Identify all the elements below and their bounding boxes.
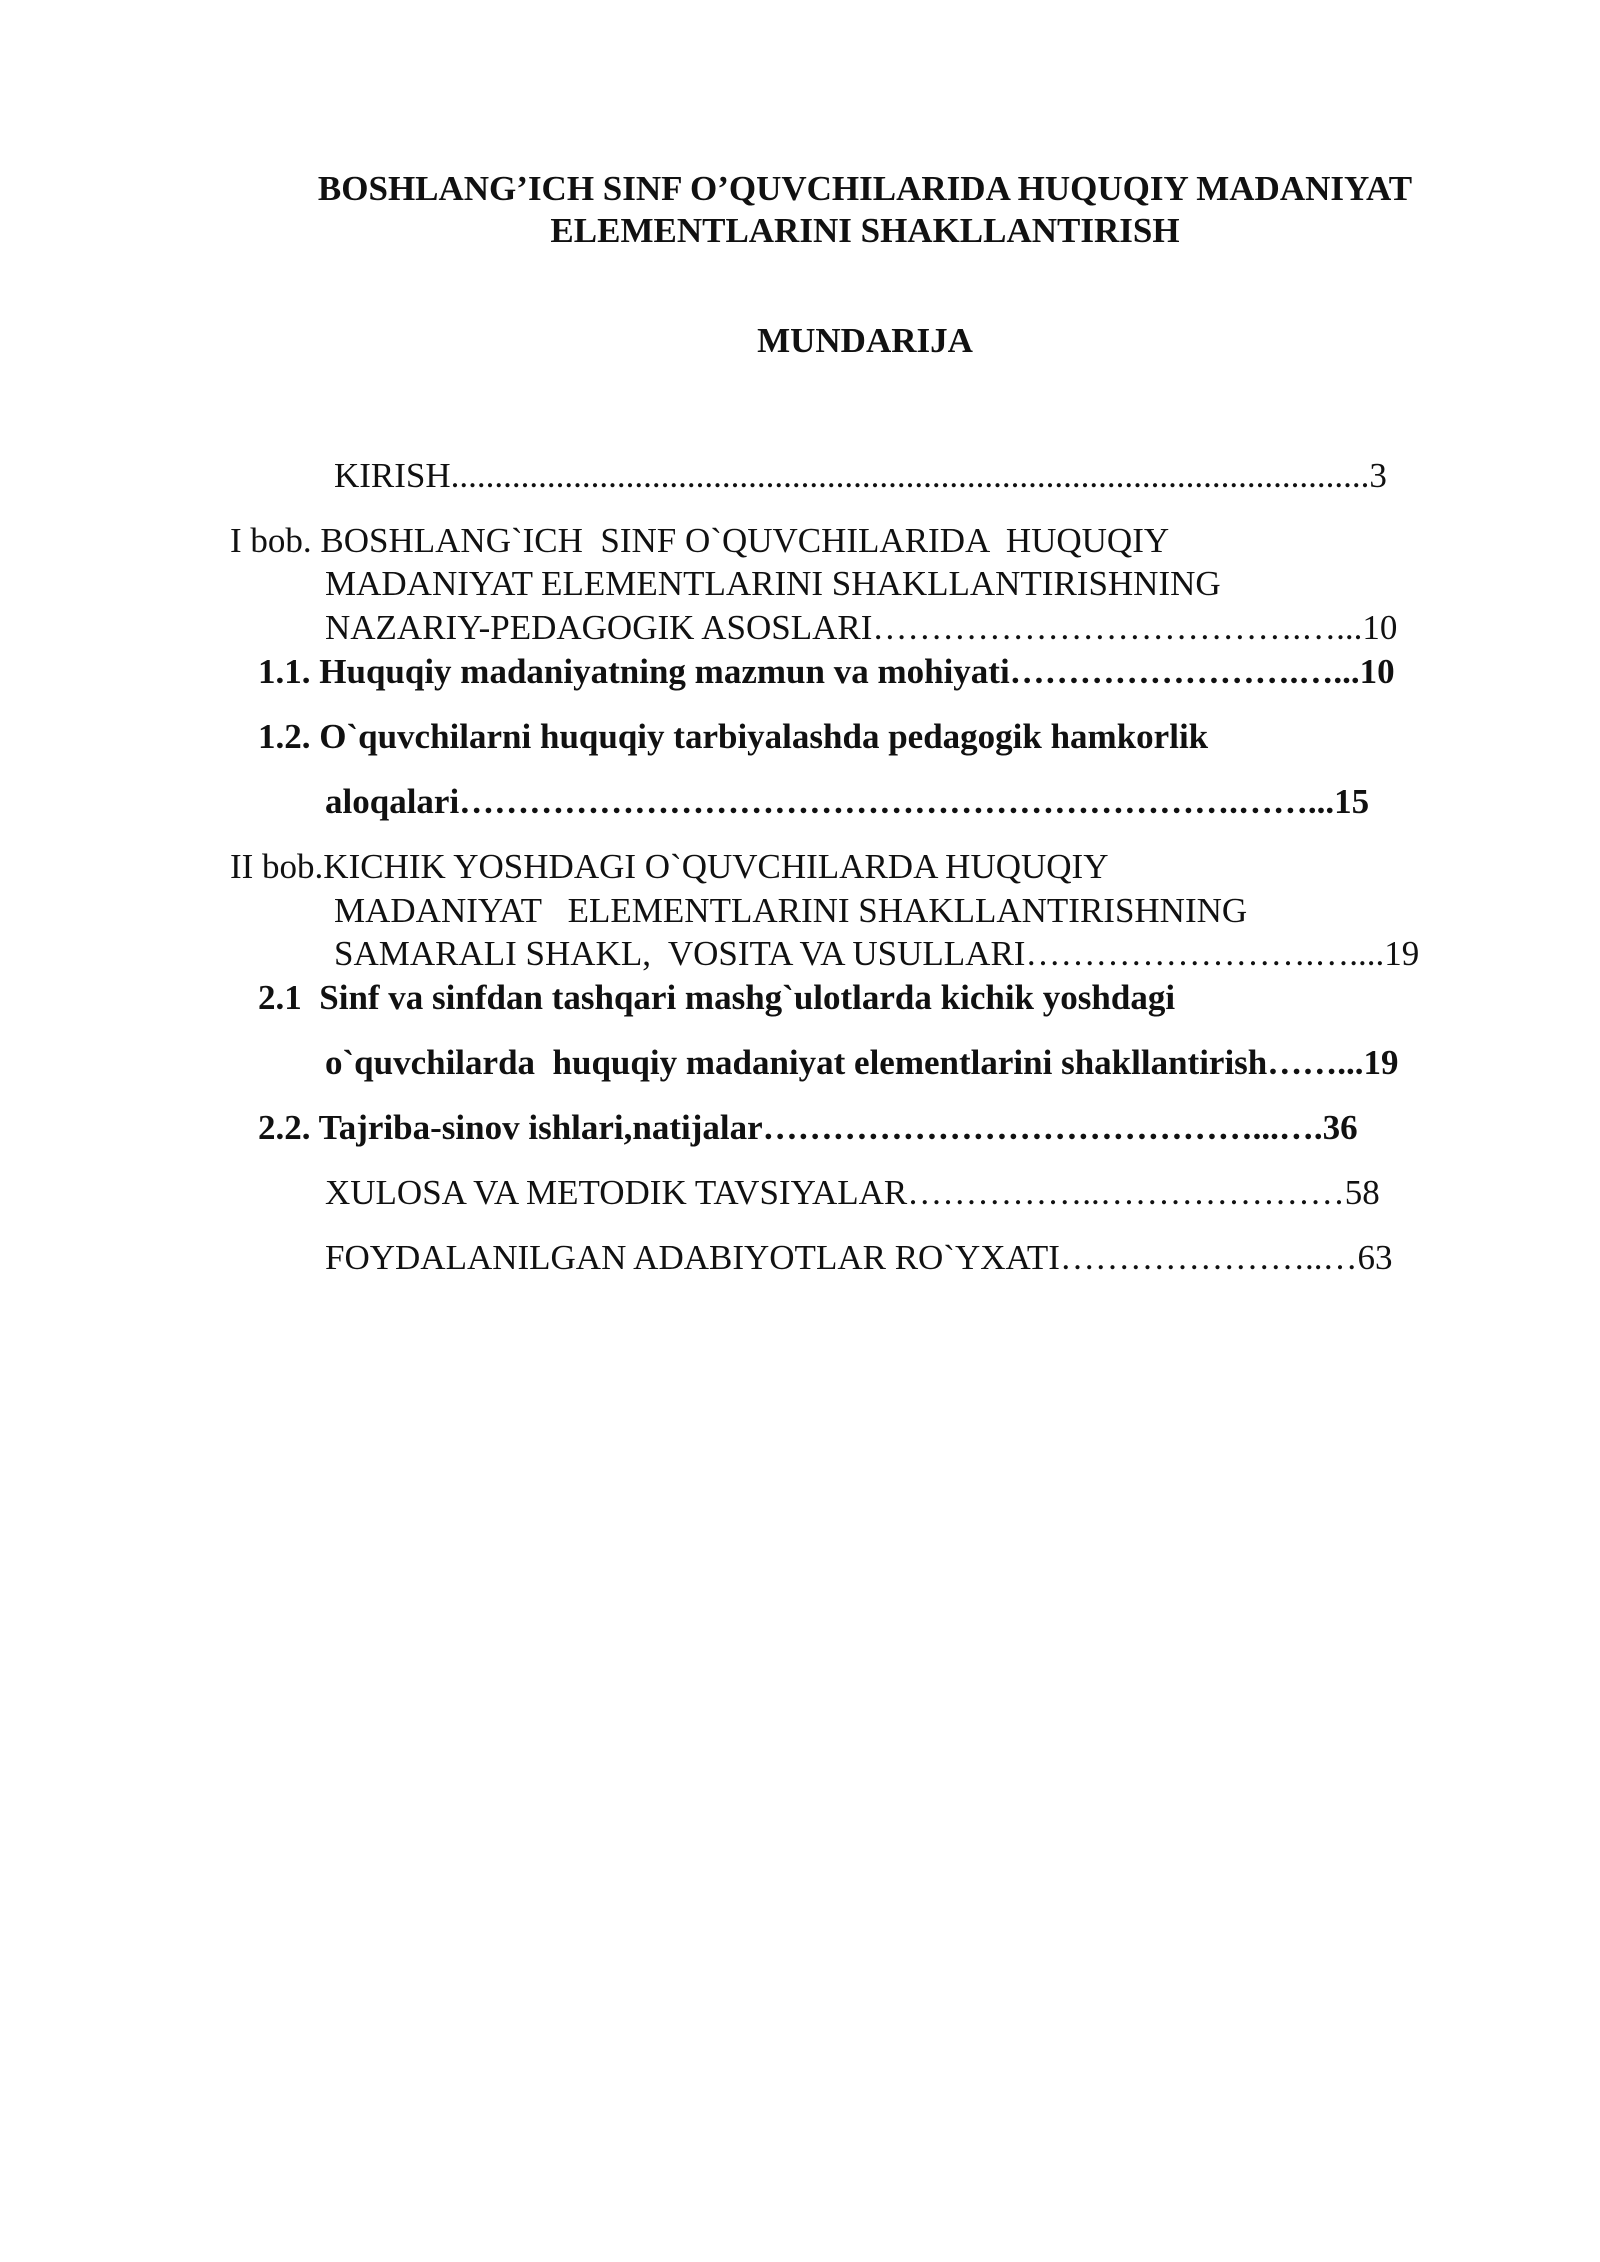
toc-entry-kirish: KIRISH.........................................................................................................3 — [334, 456, 1387, 495]
document-title-line-2: ELEMENTLARINI SHAKLLANTIRISH — [550, 211, 1180, 250]
toc-chapter-1-line-2: MADANIYAT ELEMENTLARINI SHAKLLANTIRISHNING — [325, 564, 1221, 603]
toc-section-1-2-line-2: aloqalari………………………………………………………….……...15 — [325, 782, 1370, 821]
contents-heading: MUNDARIJA — [757, 321, 973, 360]
toc-section-1-1: 1.1. Huquqiy madaniyatning mazmun va mohiyati…………………….…...10 — [258, 652, 1395, 691]
toc-section-2-1-line-1: 2.1 Sinf va sinfdan tashqari mashg`ulotlarda kichik yoshdagi — [258, 978, 1176, 1017]
toc-chapter-1-line-3: NAZARIY-PEDAGOGIK ASOSLARI……………………………….…...10 — [325, 608, 1398, 647]
toc-entry-xulosa: XULOSA VA METODIK TAVSIYALAR……………..…………………58 — [325, 1173, 1380, 1212]
toc-section-1-2-line-1: 1.2. O`quvchilarni huquqiy tarbiyalashda pedagogik hamkorlik — [258, 717, 1209, 756]
toc-section-2-1-line-2: o`quvchilarda huquqiy madaniyat elementlarini shakllantirish……...19 — [325, 1043, 1399, 1082]
toc-chapter-2-line-3: SAMARALI SHAKL, VOSITA VA USULLARI…………………….…....19 — [334, 934, 1420, 973]
toc-section-2-2: 2.2. Tajriba-sinov ishlari,natijalar……………………………………...….36 — [258, 1108, 1358, 1147]
toc-chapter-2-line-1: II bob.KICHIK YOSHDAGI O`QUVCHILARDA HUQUQIY — [230, 847, 1109, 886]
document-title-line-1: BOSHLANG’ICH SINF O’QUVCHILARIDA HUQUQIY MADANIYAT — [317, 169, 1413, 208]
toc-entry-adabiyotlar: FOYDALANILGAN ADABIYOTLAR RO`YXATI…………………..…63 — [325, 1238, 1393, 1277]
toc-chapter-1-line-1: I bob. BOSHLANG`ICH SINF O`QUVCHILARIDA HUQUQIY — [230, 521, 1170, 560]
toc-chapter-2-line-2: MADANIYAT ELEMENTLARINI SHAKLLANTIRISHNING — [334, 891, 1248, 930]
